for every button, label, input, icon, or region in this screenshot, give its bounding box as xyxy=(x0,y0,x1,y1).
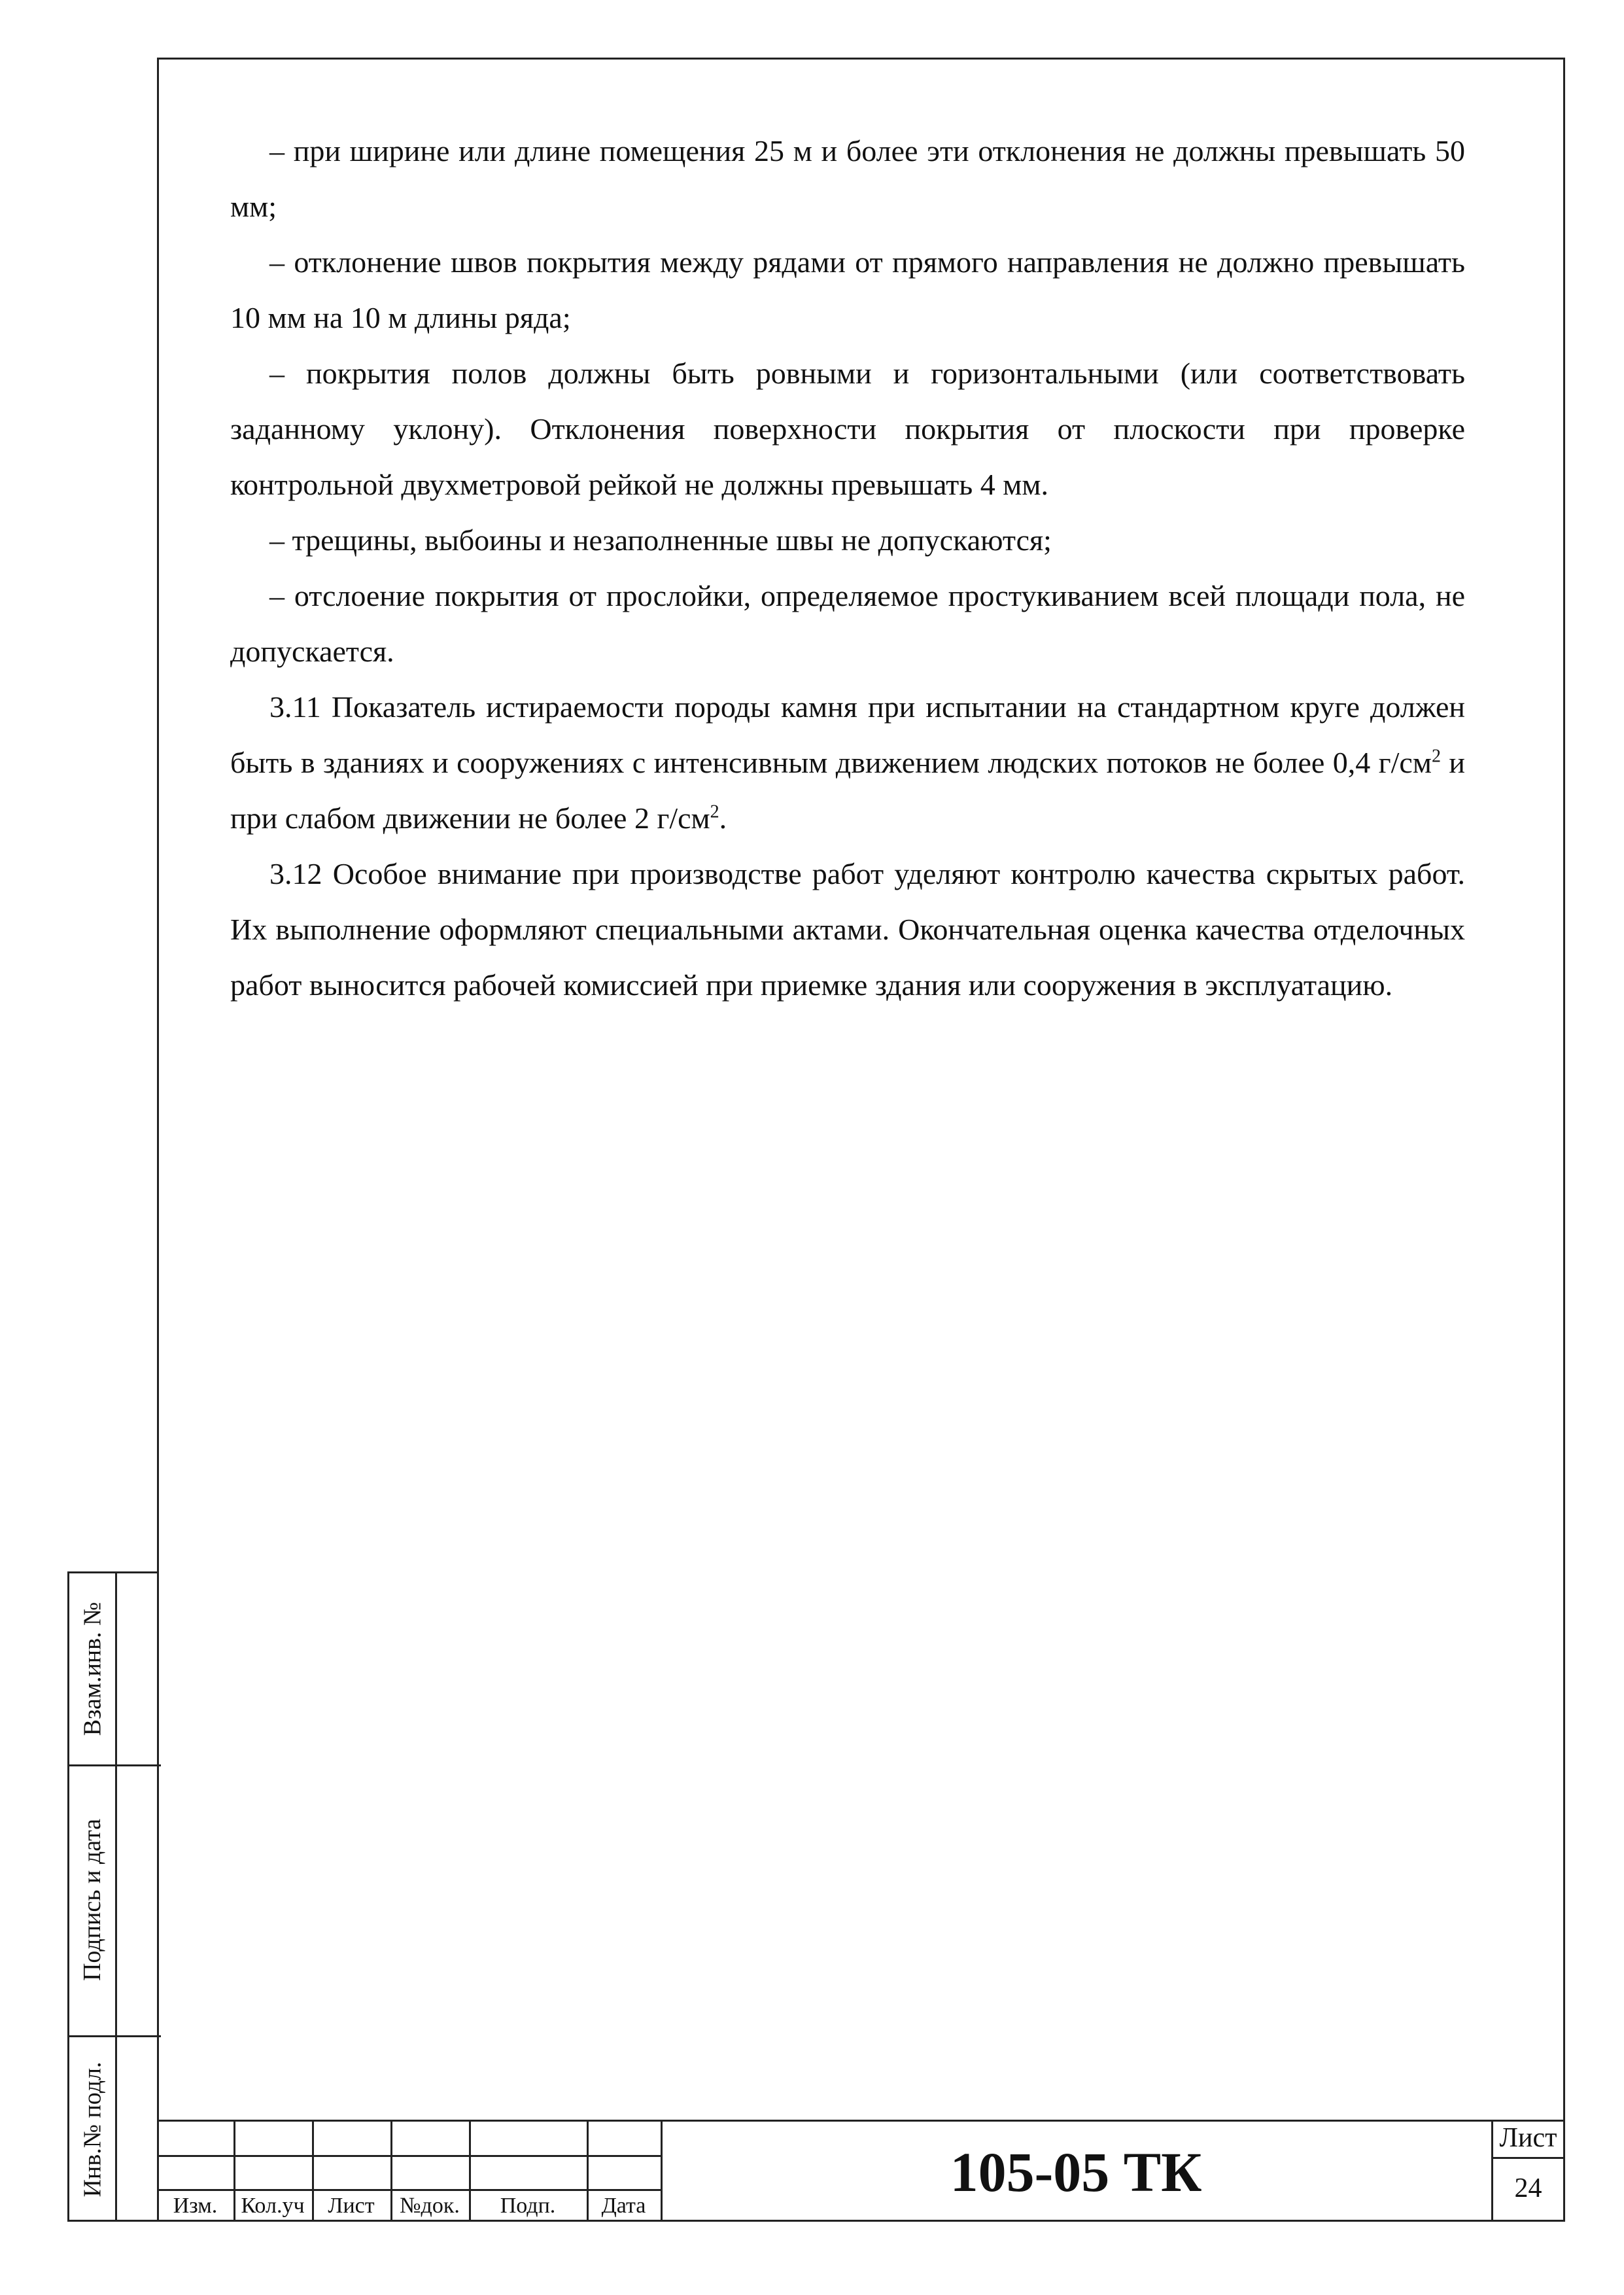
document-body xyxy=(230,123,1465,1013)
paragraph: – покрытия полов должны быть ровными и горизонтальными (или соответствовать заданному уклону). Отклонения поверхности покрытия от плоскости при проверке контрольной двухметровой рейкой не должны превышать 4 мм. xyxy=(230,357,1465,501)
side-stamp-podpis xyxy=(69,1764,115,2035)
title-block-line xyxy=(157,2155,661,2157)
side-stamp-vzam xyxy=(69,1573,115,1764)
paragraph-3-11-text-a: 3.11 Показатель истираемости породы камня при испытании на стандартном круге должен быть в зданиях и сооружениях с интенсивным движением людских потоков не более 0,4 г/см xyxy=(230,690,1465,779)
sheet-label: Лист xyxy=(1499,2123,1557,2153)
sheet-number: 24 xyxy=(1514,2173,1542,2203)
paragraph: – отслоение покрытия от прослойки, определяемое простукиванием всей площади пола, не допускается. xyxy=(230,579,1465,668)
side-stamp-divider xyxy=(115,1573,117,2220)
header-nodok: №док. xyxy=(400,2194,460,2218)
paragraph: – трещины, выбоины и незаполненные швы не допускаются; xyxy=(269,523,1052,557)
superscript: 2 xyxy=(710,801,719,822)
header-kol-uch: Кол.уч xyxy=(241,2194,305,2218)
paragraph: – отклонение швов покрытия между рядами от прямого направления не должно превышать 10 мм на 10 м длины ряда; xyxy=(230,245,1465,334)
paragraph-3-12: 3.12 Особое внимание при производстве работ уделяют контролю качества скрытых работ. Их выполнение оформляют специальными актами. Окончательная оценка качества отделочных работ выносится рабочей комиссией при приемке здания или сооружения в эксплуатацию. xyxy=(230,857,1465,1002)
side-stamp-vzam-label: Взам.инв. № xyxy=(78,1602,107,1736)
side-stamp xyxy=(67,1571,159,2222)
paragraph-3-11-text-b: и при слабом движении не более 2 г/см xyxy=(230,746,1466,835)
header-podp: Подп. xyxy=(500,2194,556,2218)
superscript: 2 xyxy=(1431,746,1441,767)
title-block-line xyxy=(157,2189,661,2191)
header-data: Дата xyxy=(601,2194,646,2218)
paragraph: – при ширине или длине помещения 25 м и более эти отклонения не должны превышать 50 мм; xyxy=(230,134,1465,223)
side-stamp-podpis-label: Подпись и дата xyxy=(78,1818,107,1982)
paragraph-3-11-text-c: . xyxy=(719,801,727,835)
document-code: 105-05 ТК xyxy=(950,2141,1202,2203)
title-block xyxy=(157,2120,1565,2222)
side-stamp-inv xyxy=(69,2035,115,2224)
paragraph-3-11 xyxy=(230,679,1465,846)
header-list: Лист xyxy=(328,2194,375,2218)
side-stamp-inv-label: Инв.№ подл. xyxy=(78,2061,107,2198)
header-izm: Изм. xyxy=(173,2194,218,2218)
title-block-line xyxy=(157,2120,1565,2122)
